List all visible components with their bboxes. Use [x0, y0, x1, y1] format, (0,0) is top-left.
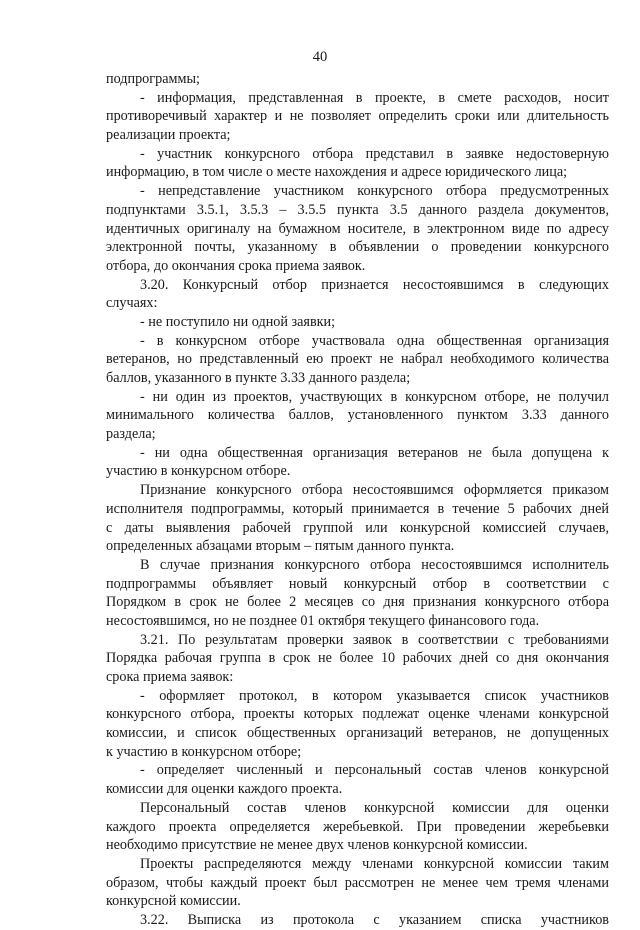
text-line: подпрограммы объявляет новый конкурсный отбор в соответствии с [106, 575, 609, 592]
text-line: случаях: [106, 295, 158, 312]
text-line: - участник конкурсного отбора представил в заявке недостоверную [140, 145, 609, 162]
text-line: 3.21. По результатам проверки заявок в соответствии с требованиями [140, 631, 609, 648]
text-line: Персональный состав членов конкурсной комиссии для оценки [140, 799, 609, 816]
text-line: - ни один из проектов, участвующих в конкурсном отборе, не получил [140, 388, 609, 405]
text-line: отбора, до окончания срока приема заявок. [106, 257, 366, 274]
text-line: - в конкурсном отборе участвовала одна общественная организация [140, 332, 609, 349]
text-line: необходимо присутствие не менее двух членов конкурсной комиссии. [106, 837, 528, 854]
text-line: комиссии для оценки каждого проекта. [106, 781, 343, 798]
text-line: - непредставление участником конкурсного отбора предусмотренных [140, 183, 609, 200]
text-line: с даты выявления рабочей группой или конкурсной комиссией случаев, [106, 519, 609, 536]
text-line: несостоявшимся, но не позднее 01 октября текущего финансового года. [106, 612, 540, 629]
text-line: Порядком в срок не более 2 месяцев со дня признания конкурсного отбора [106, 594, 609, 611]
text-line: Проекты распределяются между членами конкурсной комиссии таким [140, 855, 609, 872]
text-line: ветеранов, но представленный ею проект не набрал необходимого количества [106, 351, 609, 368]
text-line: 3.22. Выписка из протокола с указанием списка участников [140, 911, 609, 928]
text-line: подпунктами 3.5.1, 3.5.3 – 3.5.5 пункта 3.5 данного раздела документов, [106, 201, 609, 218]
text-line: баллов, указанного в пункте 3.33 данного раздела; [106, 370, 411, 386]
text-line: участию в конкурсном отборе. [106, 463, 291, 480]
text-line: - информация, представленная в проекте, в смете расходов, носит [140, 89, 609, 106]
text-line: - ни одна общественная организация ветеранов не была допущена к [140, 444, 609, 461]
text-line: исполнителя подпрограммы, который принимается в течение 5 рабочих дней [106, 500, 609, 517]
text-line: электронной почты, указанному в объявлении о проведении конкурсного [106, 239, 609, 256]
text-line: образом, чтобы каждый проект был рассмотрен не менее чем тремя членами [106, 874, 609, 891]
page-number: 40 [312, 49, 328, 65]
text-line: - не поступило ни одной заявки; [140, 313, 336, 330]
text-line: минимального количества баллов, установленного пунктом 3.33 данного [106, 407, 609, 424]
text-line: противоречивый характер и не позволяет определить сроки или длительность [106, 108, 609, 125]
text-line: каждого проекта определяется жеребьевкой. При проведении жеребьевки [106, 818, 609, 835]
text-line: к участию в конкурсном отборе; [106, 743, 302, 760]
text-line: - оформляет протокол, в котором указывается список участников [140, 687, 609, 704]
text-line: Признание конкурсного отбора несостоявшимся оформляется приказом [140, 482, 609, 499]
text-line: Порядка рабочая группа в срок не более 10 рабочих дней со дня окончания [106, 650, 609, 667]
text-line: комиссии, и список общественных организаций ветеранов, не допущенных [106, 725, 609, 742]
text-line: - определяет численный и персональный состав членов конкурсной [140, 762, 609, 779]
text-line: В случае признания конкурсного отбора несостоявшимся исполнитель [140, 556, 609, 573]
text-line: определенных абзацами вторым – пятым данного пункта. [106, 538, 455, 555]
text-line: подпрограммы; [106, 71, 200, 87]
text-line: 3.20. Конкурсный отбор признается несостоявшимся в следующих [140, 276, 609, 293]
text-line: раздела; [106, 426, 156, 443]
document-body [106, 70, 609, 930]
text-line: срока приема заявок: [106, 669, 234, 685]
text-line: конкурсной комиссии. [106, 893, 241, 910]
text-line: идентичных оригиналу на бумажном носителе, в электронном виде по адресу [106, 220, 609, 237]
text-line: информацию, в том числе о месте нахождения и адресе юридического лица; [106, 164, 568, 181]
text-line: реализации проекта; [106, 127, 231, 144]
text-line: конкурсного отбора, проекты которых подлежат оценке членами конкурсной [106, 706, 609, 723]
